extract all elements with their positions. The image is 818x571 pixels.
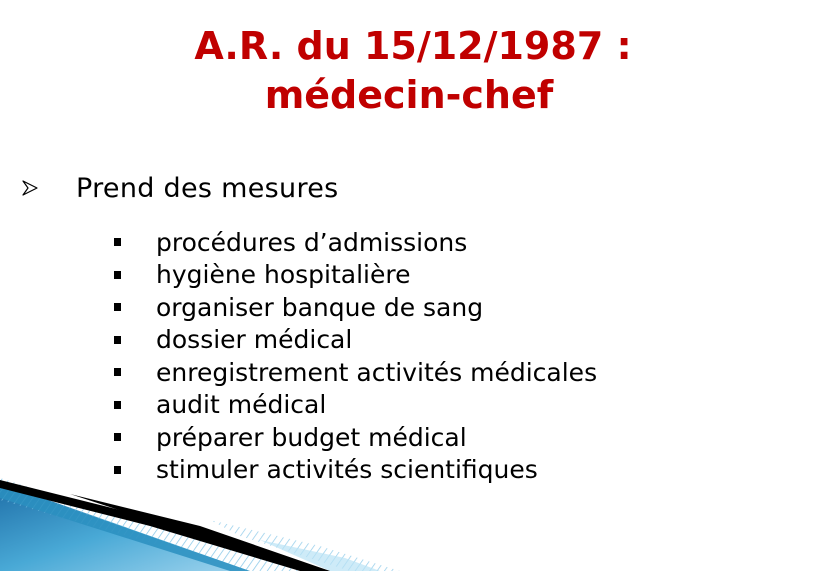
list-item-text: dossier médical [156, 325, 353, 355]
title-line-2: médecin-chef [264, 73, 554, 117]
list-item-text: procédures d’admissions [156, 227, 468, 257]
list-item-text: enregistrement activités médicales [156, 357, 598, 387]
list-item-text: hygiène hospitalière [156, 260, 411, 290]
list-item-text: organiser banque de sang [156, 292, 484, 322]
list-item-text: préparer budget médical [156, 422, 467, 452]
title-line-1: A.R. du 15/12/1987 : [194, 24, 632, 68]
bullet-text: Prend des mesures [76, 172, 339, 204]
list-item-text: stimuler activités scientifiques [156, 455, 538, 485]
list-item-text: audit médical [156, 390, 327, 420]
